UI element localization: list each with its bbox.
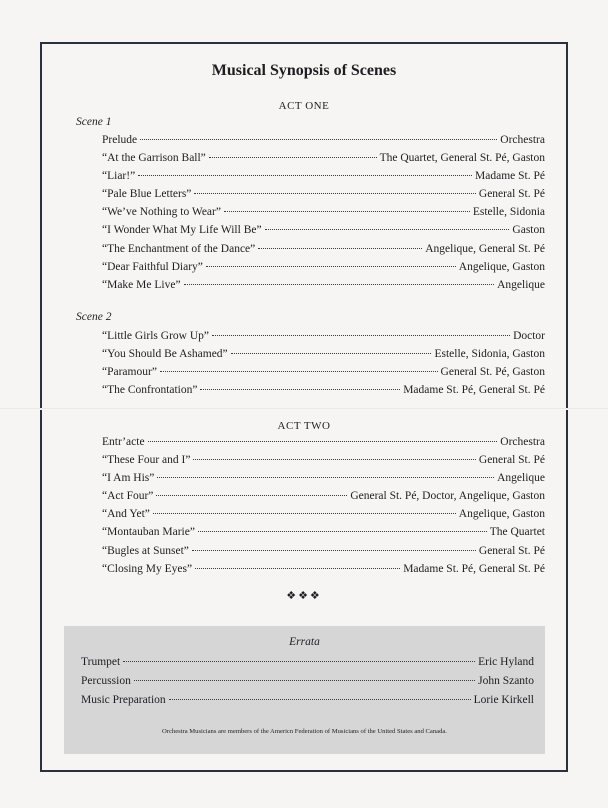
errata-row: [81, 656, 534, 675]
song-row: [102, 188, 545, 206]
song-title: “Pale Blue Letters”: [102, 188, 192, 201]
song-row: [102, 366, 545, 384]
song-row: [102, 436, 545, 454]
act-two-list: [102, 436, 545, 581]
song-credit: General St. Pé, Doctor, Angelique, Gaston: [350, 490, 545, 503]
song-title: “Montauban Marie”: [102, 526, 195, 539]
song-title: “Make Me Live”: [102, 278, 181, 291]
song-title: “Bugles at Sunset”: [102, 544, 189, 557]
song-row: [102, 384, 545, 402]
dot-leader: [193, 459, 475, 460]
ornament-divider: ❖❖❖: [286, 590, 322, 602]
song-credit: Madame St. Pé, General St. Pé: [403, 562, 545, 575]
song-credit: The Quartet, General St. Pé, Gaston: [379, 152, 545, 165]
song-title: “And Yet”: [102, 508, 150, 521]
song-title: “At the Garrison Ball”: [102, 152, 206, 165]
dot-leader: [138, 175, 472, 176]
song-title: “These Four and I”: [102, 454, 191, 467]
song-row: [102, 508, 545, 526]
song-row: [102, 134, 545, 152]
song-title: “We’ve Nothing to Wear”: [102, 206, 221, 219]
errata-credit: John Szanto: [478, 675, 534, 687]
errata-row: [81, 675, 534, 694]
song-title: “You Should Be Ashamed”: [102, 348, 228, 361]
dot-leader: [184, 284, 495, 285]
dot-leader: [258, 248, 422, 249]
song-credit: General St. Pé, Gaston: [440, 366, 545, 379]
dot-leader: [123, 661, 475, 662]
errata-title: Errata: [289, 636, 320, 648]
song-title: “The Confrontation”: [102, 384, 198, 397]
song-row: [102, 224, 545, 242]
song-credit: Madame St. Pé: [475, 170, 545, 183]
act-two-heading: ACT TWO: [277, 420, 331, 432]
dot-leader: [148, 441, 498, 442]
song-row: [102, 472, 545, 490]
dot-leader: [140, 139, 497, 140]
song-credit: Estelle, Sidonia, Gaston: [434, 348, 545, 361]
dot-leader: [192, 550, 476, 551]
errata-title: Percussion: [81, 675, 131, 687]
song-credit: Angelique: [497, 278, 545, 291]
dot-leader: [224, 211, 470, 212]
song-title: “Paramour”: [102, 366, 157, 379]
song-credit: Orchestra: [500, 134, 545, 146]
song-row: [102, 152, 545, 170]
scene-1-heading: Scene 1: [76, 116, 112, 128]
dot-leader: [156, 495, 347, 496]
song-title: “Liar!”: [102, 170, 136, 183]
song-title: “Dear Faithful Diary”: [102, 260, 203, 273]
dot-leader: [209, 157, 377, 158]
dot-leader: [200, 389, 400, 390]
errata-credit: Lorie Kirkell: [473, 694, 534, 706]
song-row: [102, 279, 545, 297]
dot-leader: [153, 513, 456, 514]
union-note: Orchestra Musicians are members of the Americn Federation of Musicians of the United States and Canada.: [162, 728, 447, 735]
act-one-heading: ACT ONE: [278, 100, 330, 112]
song-title: “Closing My Eyes”: [102, 562, 193, 575]
errata-title: Trumpet: [81, 656, 121, 668]
song-credit: Angelique, Gaston: [458, 260, 545, 273]
song-credit: General St. Pé: [478, 454, 545, 467]
errata-credit: Eric Hyland: [478, 656, 534, 668]
dot-leader: [198, 531, 487, 532]
song-credit: The Quartet: [489, 526, 545, 539]
scene-2-list: [102, 330, 545, 402]
song-row: [102, 261, 545, 279]
song-title: “Act Four”: [102, 490, 154, 503]
song-row: [102, 526, 545, 544]
song-row: [102, 454, 545, 472]
errata-title: Music Preparation: [81, 694, 166, 706]
song-title: “Little Girls Grow Up”: [102, 330, 209, 342]
dot-leader: [194, 193, 475, 194]
song-row: [102, 170, 545, 188]
dot-leader: [265, 229, 510, 230]
song-row: [102, 243, 545, 261]
paper-fold: [0, 408, 608, 410]
song-credit: Angelique, General St. Pé: [425, 242, 545, 255]
song-row: [102, 490, 545, 508]
song-row: [102, 563, 545, 581]
song-credit: Madame St. Pé, General St. Pé: [403, 384, 545, 397]
dot-leader: [169, 699, 471, 700]
dot-leader: [206, 266, 456, 267]
song-row: [102, 330, 545, 348]
errata-row: [81, 694, 534, 713]
song-title: Entr’acte: [102, 436, 145, 448]
dot-leader: [160, 371, 438, 372]
song-credit: General St. Pé: [478, 544, 545, 557]
dot-leader: [195, 568, 400, 569]
errata-box: [64, 626, 545, 754]
dot-leader: [231, 353, 432, 354]
song-credit: Doctor: [513, 330, 545, 342]
song-row: [102, 206, 545, 224]
song-title: Prelude: [102, 134, 138, 146]
song-title: “I Wonder What My Life Will Be”: [102, 224, 262, 237]
song-credit: Orchestra: [500, 436, 545, 448]
song-credit: General St. Pé: [478, 188, 545, 201]
song-title: “The Enchantment of the Dance”: [102, 242, 256, 255]
song-credit: Gaston: [512, 224, 545, 237]
song-credit: Angelique: [497, 472, 545, 485]
scene-1-list: [102, 134, 545, 297]
song-row: [102, 545, 545, 563]
song-credit: Estelle, Sidonia: [472, 206, 545, 219]
page-title: Musical Synopsis of Scenes: [211, 62, 397, 79]
dot-leader: [212, 335, 510, 336]
song-credit: Angelique, Gaston: [458, 508, 545, 521]
scene-2-heading: Scene 2: [76, 311, 112, 323]
errata-list: [81, 656, 534, 713]
dot-leader: [134, 680, 475, 681]
dot-leader: [157, 477, 494, 478]
song-title: “I Am His”: [102, 472, 155, 485]
song-row: [102, 348, 545, 366]
